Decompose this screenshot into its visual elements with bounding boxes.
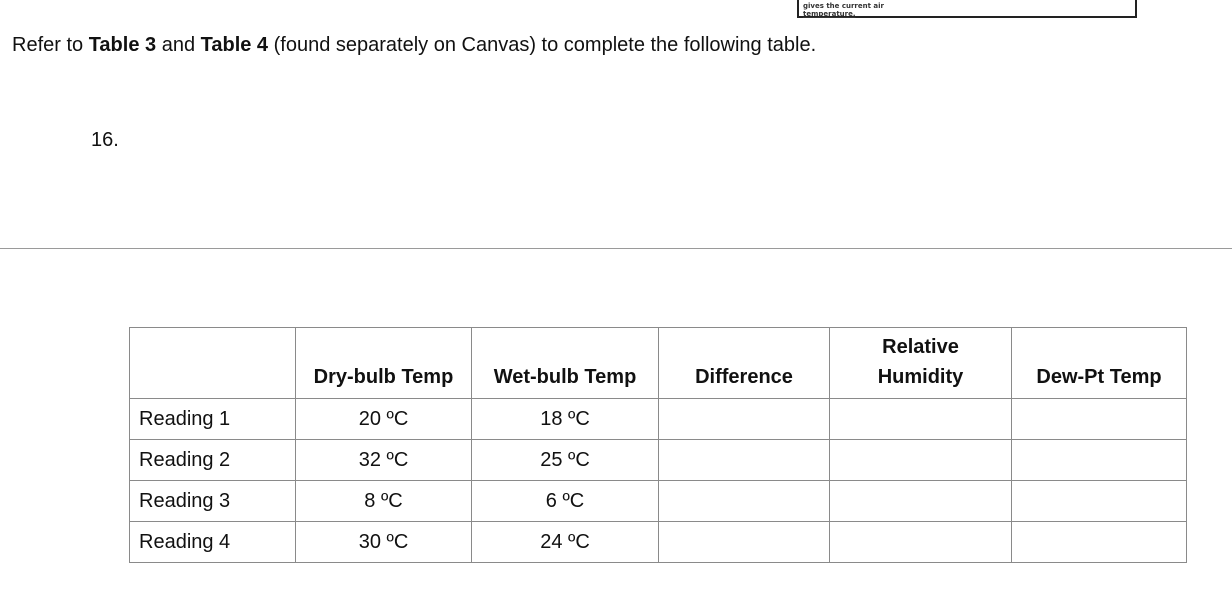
- dew-point-cell[interactable]: [1012, 522, 1187, 563]
- dry-bulb-cell: 20 ºC: [296, 399, 472, 440]
- difference-cell[interactable]: [659, 440, 830, 481]
- table-row: [130, 481, 1187, 522]
- row-label: Reading 3: [130, 481, 296, 522]
- header-dry-bulb: Dry-bulb Temp: [296, 328, 472, 399]
- wet-bulb-cell: 25 ºC: [472, 440, 659, 481]
- relative-humidity-cell[interactable]: [830, 481, 1012, 522]
- header-wet-bulb: Wet-bulb Temp: [472, 328, 659, 399]
- relative-humidity-cell[interactable]: [830, 522, 1012, 563]
- header-dew-point: Dew-Pt Temp: [1012, 328, 1187, 399]
- humidity-table: [129, 327, 1187, 563]
- relative-humidity-cell[interactable]: [830, 399, 1012, 440]
- dew-point-cell[interactable]: [1012, 481, 1187, 522]
- divider: [0, 248, 1232, 249]
- dry-bulb-cell: 8 ºC: [296, 481, 472, 522]
- row-label: Reading 1: [130, 399, 296, 440]
- dry-bulb-cell: 32 ºC: [296, 440, 472, 481]
- row-label: Reading 2: [130, 440, 296, 481]
- cropped-figure-fragment: [797, 0, 1137, 18]
- table-row: [130, 522, 1187, 563]
- dew-point-cell[interactable]: [1012, 399, 1187, 440]
- dew-point-cell[interactable]: [1012, 440, 1187, 481]
- row-label: Reading 4: [130, 522, 296, 563]
- difference-cell[interactable]: [659, 481, 830, 522]
- table-row: [130, 440, 1187, 481]
- difference-cell[interactable]: [659, 399, 830, 440]
- table-row: [130, 399, 1187, 440]
- dry-bulb-cell: 30 ºC: [296, 522, 472, 563]
- wet-bulb-cell: 24 ºC: [472, 522, 659, 563]
- header-relative-humidity: Relative Humidity: [830, 328, 1012, 399]
- table-3-reference: Table 3: [88, 34, 157, 56]
- figure-caption-fragment: gives the current air temperature.: [803, 2, 884, 18]
- table-4-reference: Table 4: [200, 34, 269, 56]
- instruction-text: Refer to Table 3 and Table 4 (found separately on Canvas) to complete the following table.: [12, 34, 817, 56]
- question-number: 16.: [91, 129, 119, 151]
- header-empty: [130, 328, 296, 399]
- wet-bulb-cell: 6 ºC: [472, 481, 659, 522]
- header-difference: Difference: [659, 328, 830, 399]
- table-header-row: [130, 328, 1187, 399]
- relative-humidity-cell[interactable]: [830, 440, 1012, 481]
- wet-bulb-cell: 18 ºC: [472, 399, 659, 440]
- difference-cell[interactable]: [659, 522, 830, 563]
